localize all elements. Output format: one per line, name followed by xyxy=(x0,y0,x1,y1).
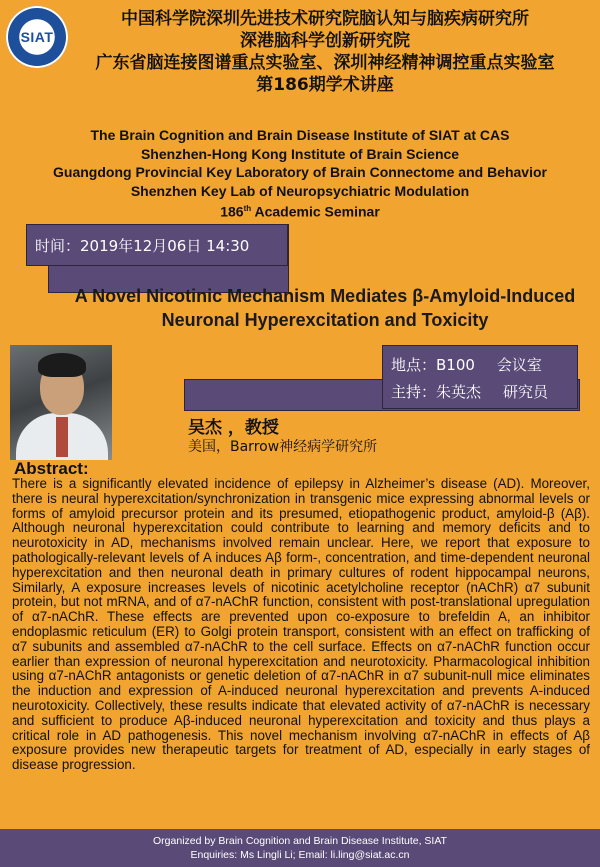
en-header-line-4: Shenzhen Key Lab of Neuropsychiatric Modulation xyxy=(130,182,470,199)
time-panel xyxy=(26,224,288,266)
cn-header-line-4: 第186期学术讲座 xyxy=(256,75,394,95)
footer xyxy=(0,829,600,867)
speaker-name: 吴杰 ，教授 xyxy=(188,418,279,438)
footer-organized: Organized by Brain Cognition and Brain Disease Institute, SIAT xyxy=(153,835,447,847)
seminar-label: Academic Seminar xyxy=(251,203,380,220)
location-label: 地点：B100 xyxy=(391,356,475,374)
location-value: 会议室 xyxy=(496,356,542,374)
seminar-line xyxy=(20,200,580,221)
photo-tie xyxy=(56,417,68,457)
seminar-ordinal: th xyxy=(243,204,252,213)
abstract-text: There is a significantly elevated incidence of epilepsy in Alzheimer’s disease (AD). Moreover, there is neural hyperexcitation/synchronization in transgenic mice expressing abnormal levels or forms of amyloid precursor protein and its presumed, etiopathogenic product, amyloid-β (Aβ). Although neuronal hyperexcitation could contribute to learning and memory deficits and to neurotoxicity in AD, mechanisms involved remain unclear. Here, we report that exposure to pathologically-relevant levels of A induces Aβ form-, concentration, and time-dependent neuronal hyperexcitation and then neuronal death in primary cultures of rodent hippocampal neurons, Similarly, A exposure increases levels of nicotinic acetylcholine receptor (nAChR) α7 subunit protein, but not mRNA, and of α7-nAChR function, consistent with post-translational upregulation of α7-nAChR. These effects are prevented upon co-exposure to brefeldin A, an inhibitor endoplasmic reticulum (ER) to Golgi protein transport, consistent with an effect on trafficking of α7 subunits and assembled α7-nAChR to the cell surface. Effects on α7-nAChR function occur earlier than expression of neuronal hyperexcitation and neurotoxicity. Pharmacological inhibition using α7-nAChR antagonists or genetic deletion of α7-nAChR in α7 subunit-null mice eliminates the induction and expression of A-induced neuronal hyperexcitation and prevents A-induced neurotoxicity. Collectively, these results indicate that elevated activity of α7-nAChR is necessary and sufficient to produce Aβ-induced neuronal hyperexcitation and toxicity and thus plays a critical role in AD pathogenesis. This novel mechanism involving α7-nAChR in effects of Aβ exposure provides new therapeutic targets for treatment of AD, especially in early stages of disease progression. xyxy=(12,476,590,773)
speaker-photo xyxy=(10,345,112,460)
logo-text: SIAT xyxy=(20,29,54,45)
en-header-line-2: Shenzhen-Hong Kong Institute of Brain Science xyxy=(140,145,460,162)
photo-hair xyxy=(38,353,86,377)
chinese-header xyxy=(60,8,590,96)
siat-logo xyxy=(6,6,68,68)
footer-enquiries: Enquiries: Ms Lingli Li; Email: li.ling@siat.ac.cn xyxy=(190,849,410,861)
host-label: 主持：朱英杰 xyxy=(391,383,482,401)
en-header-line-3: Guangdong Provincial Key Laboratory of Brain Connectome and Behavior xyxy=(53,164,547,180)
host-value: 研究员 xyxy=(503,383,549,401)
abstract-heading: Abstract: xyxy=(14,459,89,478)
en-header-line-1: The Brain Cognition and Brain Disease Institute of SIAT at CAS xyxy=(90,127,510,143)
cn-header-line-3: 广东省脑连接图谱重点实验室、深圳神经精神调控重点实验室 xyxy=(95,53,555,73)
cn-header-line-1: 中国科学院深圳先进技术研究院脑认知与脑疾病研究所 xyxy=(121,9,529,29)
seminar-number: 186 xyxy=(220,203,244,220)
cn-header-line-2: 深港脑科学创新研究院 xyxy=(240,31,410,51)
english-header xyxy=(20,126,580,221)
talk-time: 时间：2019年12月06日 14:30 xyxy=(35,236,250,255)
location-panel xyxy=(382,345,578,409)
speaker-affiliation: 美国，Barrow神经病学研究所 xyxy=(188,439,378,455)
host-row xyxy=(391,379,577,406)
talk-title: A Novel Nicotinic Mechanism Mediates β-Amyloid-Induced Neuronal Hyperexcitation and Toxicity xyxy=(74,286,576,330)
location-row xyxy=(391,352,577,379)
